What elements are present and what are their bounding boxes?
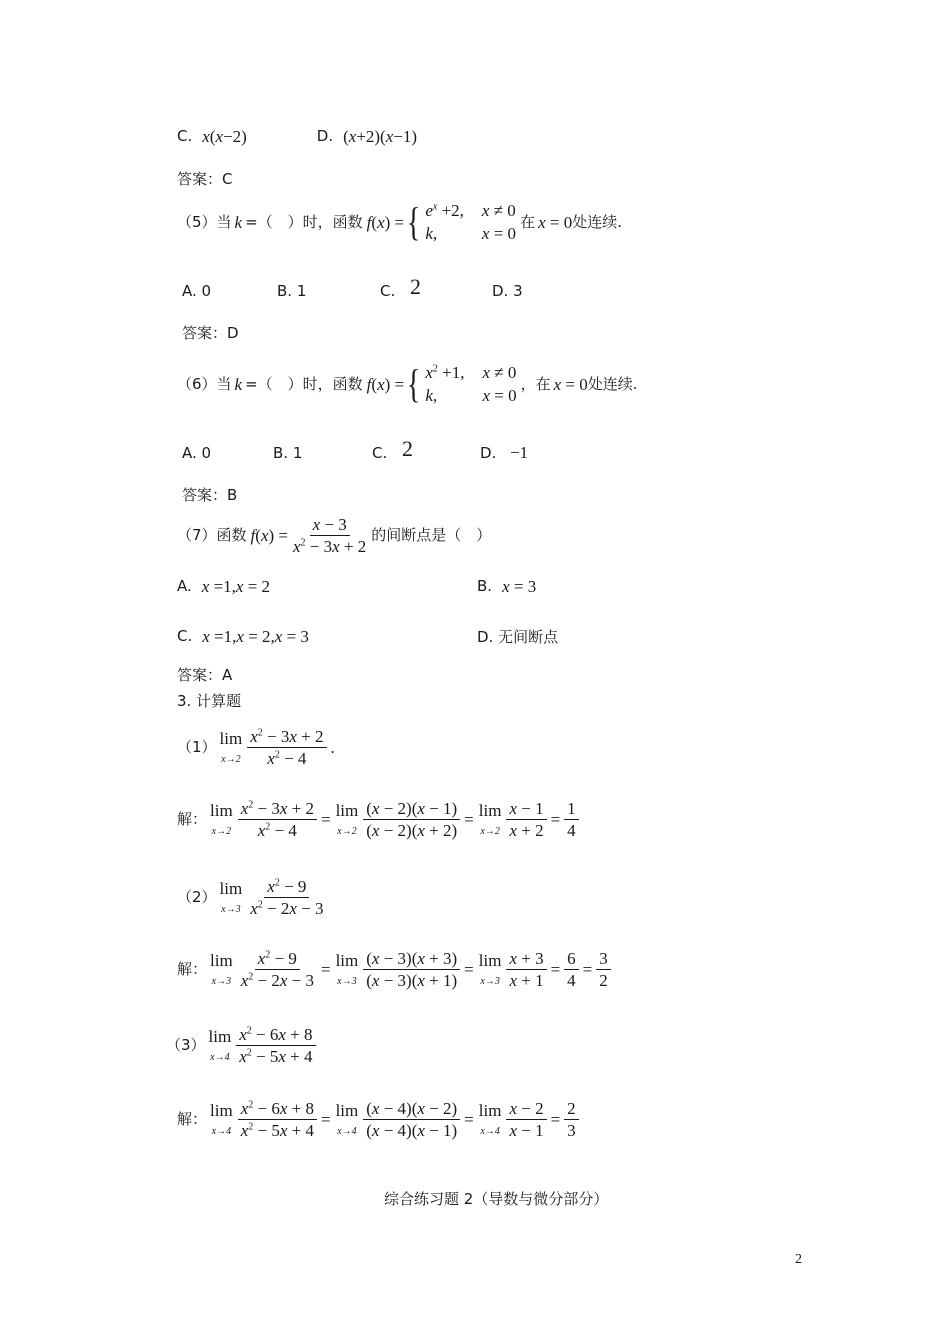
s2-lim2 xyxy=(336,952,359,987)
p2-fraction xyxy=(247,878,326,917)
section3-title: 3. 计算题 xyxy=(177,692,242,710)
s1-lim1 xyxy=(210,802,233,837)
q4-answer: 答案：C xyxy=(177,170,233,188)
s1-frac1-den: $x^2 - 4$ xyxy=(257,821,297,840)
q4-d-x2: x xyxy=(385,127,394,146)
s3-lim3 xyxy=(479,1102,502,1137)
p2-den: $x^2 - 2x - 3$ xyxy=(250,899,324,918)
q5-case1-expr: $e^x +2$, xyxy=(425,201,464,220)
q4-option-c-label: C. xyxy=(177,127,193,145)
s2-lim1-word: lim xyxy=(210,951,233,970)
s1-frac3 xyxy=(506,800,546,839)
s3-frac2-num: (x − 4)(x − 2) xyxy=(363,1100,460,1120)
q4-option-d-label: D. xyxy=(316,127,334,145)
q5-case1-cond: x ≠ 0 xyxy=(481,201,516,220)
s3-lim3-word: lim xyxy=(478,1101,502,1120)
s1-result xyxy=(564,800,579,839)
s2-lim1-sub: x→3 xyxy=(211,976,232,987)
problem-3 xyxy=(166,1026,318,1065)
q5-brace: { xyxy=(407,199,421,244)
q7-a-eq2: = 2 xyxy=(243,577,271,596)
q5-option-a: A. 0 xyxy=(182,282,212,300)
s3-eq2: = xyxy=(464,1110,474,1129)
p2-lim-sub: x→3 xyxy=(221,904,241,915)
s3-frac1-num: $x^2 - 6x + 8$ xyxy=(238,1100,317,1120)
q5-blank: =（ ）时，函数 xyxy=(245,212,363,231)
solution-3 xyxy=(177,1100,581,1139)
q6-fx-paren: ( xyxy=(371,374,378,394)
q4-c-minus2: −2) xyxy=(223,127,247,146)
q7-c-eq3: = 3 xyxy=(282,627,309,646)
q7-c-x2: x xyxy=(236,627,244,646)
s1-lim3-word: lim xyxy=(478,801,502,820)
p3-lim-sub: x→4 xyxy=(210,1052,230,1063)
q6-fx-eq: ) = xyxy=(384,374,405,394)
s1-frac3-num: x − 1 xyxy=(506,800,546,820)
solution-3-prefix: 解： xyxy=(177,1110,208,1128)
q6-option-c-value: 2 xyxy=(402,436,413,461)
s2-lim2-sub: x→3 xyxy=(337,976,357,987)
p2-lim xyxy=(220,880,243,915)
s1-lim2-sub: x→2 xyxy=(337,826,357,837)
q7-number: （7）函数 xyxy=(177,526,247,544)
q7-option-b-label: B. xyxy=(477,577,493,595)
s2-frac3-den: x + 1 xyxy=(509,971,544,990)
s1-frac1-num: $x^2 - 3x + 2$ xyxy=(238,800,317,820)
q5-k: k xyxy=(234,212,243,232)
s2-frac1-num: $x^2 - 9$ xyxy=(255,950,300,970)
q6-blank: =（ ）时，函数 xyxy=(245,374,363,393)
s2-frac4 xyxy=(564,950,579,989)
s2-frac2-num: (x − 3)(x + 3) xyxy=(363,950,460,970)
q5-x0-eq: = 0 xyxy=(545,212,573,232)
p1-lim-sub: x→2 xyxy=(221,754,241,765)
s2-eq2: = xyxy=(464,960,474,979)
q5-question xyxy=(177,199,622,244)
p1-num: $x^2 - 3x + 2$ xyxy=(247,728,326,748)
q5-fx-eq: ) = xyxy=(384,212,405,232)
q5-number: （5）当 xyxy=(177,212,232,231)
s1-frac2-num: (x − 2)(x − 1) xyxy=(363,800,460,820)
p1-period: . xyxy=(330,738,335,757)
s1-result-den: 4 xyxy=(567,821,576,840)
q7-option-c-label: C. xyxy=(177,627,193,645)
q7-fx-eq: ) = xyxy=(268,526,288,545)
q5-option-d: D. 3 xyxy=(492,282,523,300)
q5-cases-grid xyxy=(425,202,516,242)
q6-option-d-value: −1 xyxy=(510,443,529,462)
q4-option-c-expr: x xyxy=(202,127,210,146)
q6-case1-cond: x ≠ 0 xyxy=(482,363,517,382)
s3-frac2-den: (x − 4)(x − 1) xyxy=(366,1121,458,1140)
s1-frac1 xyxy=(238,800,317,839)
q6-tail2: 处连续. xyxy=(587,374,638,393)
s1-eq1: = xyxy=(320,810,331,829)
q6-option-c: C. xyxy=(372,444,388,462)
q6-option-a: A. 0 xyxy=(182,444,212,462)
s2-eq3: = xyxy=(550,960,561,979)
q5-fx-paren: ( xyxy=(371,212,378,232)
q6-fx-x: x xyxy=(377,374,385,394)
q7-option-a-label: A. xyxy=(177,577,192,595)
q7-answer: 答案：A xyxy=(177,666,233,684)
q7-denominator: $x^2 - 3x + 2$ xyxy=(293,537,367,556)
s3-frac3 xyxy=(506,1100,546,1139)
s3-frac1 xyxy=(238,1100,317,1139)
problem-2 xyxy=(177,878,329,917)
q5-answer: 答案：D xyxy=(182,324,239,342)
s3-lim1-word: lim xyxy=(210,1101,233,1120)
q6-option-b: B. 1 xyxy=(273,444,303,462)
s2-eq4: = xyxy=(582,960,593,979)
q4-options-row xyxy=(177,128,417,145)
s1-lim2 xyxy=(336,802,359,837)
q6-option-d: D. xyxy=(480,444,497,462)
q6-case2-cond: x = 0 xyxy=(482,386,517,405)
q7-option-d: D. 无间断点 xyxy=(477,628,559,646)
s2-lim3-sub: x→3 xyxy=(480,976,500,987)
s1-lim1-word: lim xyxy=(210,801,233,820)
s3-lim2-sub: x→4 xyxy=(337,1126,357,1137)
q7-a-eq1: =1, xyxy=(209,577,236,596)
p1-fraction xyxy=(247,728,326,767)
s2-result-num: 3 xyxy=(596,950,611,970)
q5-piecewise xyxy=(404,199,517,244)
q7-fraction xyxy=(290,516,369,555)
q7-tail: 的间断点是（ ） xyxy=(371,526,492,544)
s2-frac2 xyxy=(363,950,460,989)
q5-fx-x: x xyxy=(377,212,385,232)
q7-question xyxy=(177,516,491,555)
s2-lim2-word: lim xyxy=(335,951,359,970)
q7-fx-paren: ( xyxy=(255,526,261,545)
p1-lim xyxy=(220,730,243,765)
q4-c-x: x xyxy=(215,127,224,146)
q5-tail2: 处连续. xyxy=(572,212,622,231)
s3-frac3-den: x − 1 xyxy=(509,1121,544,1140)
problem-2-number: （2） xyxy=(177,888,217,906)
s3-frac2 xyxy=(363,1100,460,1139)
q7-fx: f xyxy=(250,526,256,545)
q7-option-b xyxy=(477,578,536,595)
s1-result-num: 1 xyxy=(564,800,579,820)
q6-tail: ，在 xyxy=(520,374,551,393)
q7-c-eq1: =1, xyxy=(209,627,237,646)
s1-frac2-den: (x − 2)(x + 2) xyxy=(366,821,458,840)
s3-eq3: = xyxy=(550,1110,561,1129)
p3-lim-word: lim xyxy=(208,1027,232,1046)
s1-lim3-sub: x→2 xyxy=(480,826,500,837)
s1-frac3-den: x + 2 xyxy=(509,821,544,840)
q6-number: （6）当 xyxy=(177,374,232,393)
problem-1-number: （1） xyxy=(177,738,217,756)
s3-lim2-word: lim xyxy=(335,1101,359,1120)
p1-lim-word: lim xyxy=(219,729,243,748)
q5-case2-cond: x = 0 xyxy=(481,224,517,243)
s3-lim1-sub: x→4 xyxy=(211,1126,232,1137)
s3-frac3-num: x − 2 xyxy=(506,1100,546,1120)
s3-result xyxy=(564,1100,579,1139)
p3-num: $x^2 - 6x + 8$ xyxy=(236,1026,315,1046)
next-section-title: 综合练习题 2（导数与微分部分） xyxy=(384,1190,609,1208)
q4-d-plus: +2)( xyxy=(356,127,386,146)
q5-option-c: C. xyxy=(380,282,396,300)
s2-lim3 xyxy=(479,952,502,987)
q6-piecewise xyxy=(404,361,517,406)
q7-option-a xyxy=(177,578,270,595)
s3-lim1 xyxy=(210,1102,233,1137)
q7-c-x3: x xyxy=(274,627,283,646)
q7-fx-x: x xyxy=(260,526,269,545)
s2-lim1 xyxy=(210,952,233,987)
q5-option-c-value: 2 xyxy=(410,274,421,299)
s2-frac3 xyxy=(506,950,546,989)
s3-result-den: 3 xyxy=(567,1121,576,1140)
p1-den: $x^2 - 4$ xyxy=(267,749,307,768)
q7-b-eq: = 3 xyxy=(509,577,537,596)
q5-option-b: B. 1 xyxy=(277,282,307,300)
q5-fx: f xyxy=(366,212,372,232)
q7-c-x1: x xyxy=(202,627,210,646)
s1-lim2-word: lim xyxy=(335,801,359,820)
s2-frac1 xyxy=(238,950,317,989)
s1-eq2: = xyxy=(464,810,474,829)
s3-result-num: 2 xyxy=(564,1100,579,1120)
q4-d-minus: −1) xyxy=(393,127,418,146)
s2-frac4-den: 4 xyxy=(567,971,576,990)
s2-frac1-den: $x^2 - 2x - 3$ xyxy=(240,971,314,990)
s2-frac4-num: 6 xyxy=(564,950,579,970)
q6-case1-expr: $x^2 +1$, xyxy=(425,363,465,382)
s2-result xyxy=(596,950,611,989)
s2-result-den: 2 xyxy=(599,971,608,990)
s1-frac2 xyxy=(363,800,460,839)
page-number: 2 xyxy=(795,1252,802,1267)
p3-fraction xyxy=(236,1026,315,1065)
q5-case2-expr: k, xyxy=(425,224,438,243)
q6-question xyxy=(177,361,638,406)
q6-x0: x xyxy=(553,374,562,394)
q6-x0-eq: = 0 xyxy=(561,374,588,394)
q7-b-x: x xyxy=(502,577,510,596)
s3-frac1-den: $x^2 - 5x + 4$ xyxy=(240,1121,314,1140)
q4-option-c-expr-rest: ( xyxy=(209,127,216,146)
q4-d-x1: x xyxy=(348,127,357,146)
q6-cases-grid xyxy=(425,364,516,404)
p3-lim xyxy=(209,1028,232,1063)
q5-tail: 在 xyxy=(520,212,536,231)
q7-option-c xyxy=(177,628,309,645)
q6-fx: f xyxy=(366,374,372,394)
q6-k: k xyxy=(234,374,243,394)
q7-a-x1: x xyxy=(201,577,210,596)
s2-lim3-word: lim xyxy=(478,951,502,970)
s1-eq3: = xyxy=(550,810,561,829)
q4-d-open: ( xyxy=(343,127,349,146)
q6-case2-expr: k, xyxy=(425,386,438,405)
q7-numerator: x − 3 xyxy=(310,516,350,536)
p2-num: $x^2 - 9$ xyxy=(264,878,309,898)
s3-lim2 xyxy=(336,1102,359,1137)
q6-brace: { xyxy=(407,361,421,406)
q7-c-eq2: = 2, xyxy=(243,627,275,646)
problem-3-number: （3） xyxy=(166,1036,206,1054)
s2-frac3-num: x + 3 xyxy=(506,950,546,970)
solution-1 xyxy=(177,800,581,839)
s2-frac2-den: (x − 3)(x + 1) xyxy=(366,971,458,990)
p2-lim-word: lim xyxy=(219,879,243,898)
solution-2 xyxy=(177,950,613,989)
solution-1-prefix: 解： xyxy=(177,810,208,828)
q5-x0: x xyxy=(538,212,546,232)
p3-den: $x^2 - 5x + 4$ xyxy=(239,1047,313,1066)
s3-eq1: = xyxy=(320,1110,331,1129)
s2-eq1: = xyxy=(320,960,331,979)
s3-lim3-sub: x→4 xyxy=(480,1126,500,1137)
problem-1 xyxy=(177,728,337,767)
s1-lim3 xyxy=(479,802,502,837)
solution-2-prefix: 解： xyxy=(177,960,208,978)
s1-lim1-sub: x→2 xyxy=(211,826,232,837)
q7-a-x2: x xyxy=(235,577,244,596)
q6-answer: 答案：B xyxy=(182,486,238,504)
